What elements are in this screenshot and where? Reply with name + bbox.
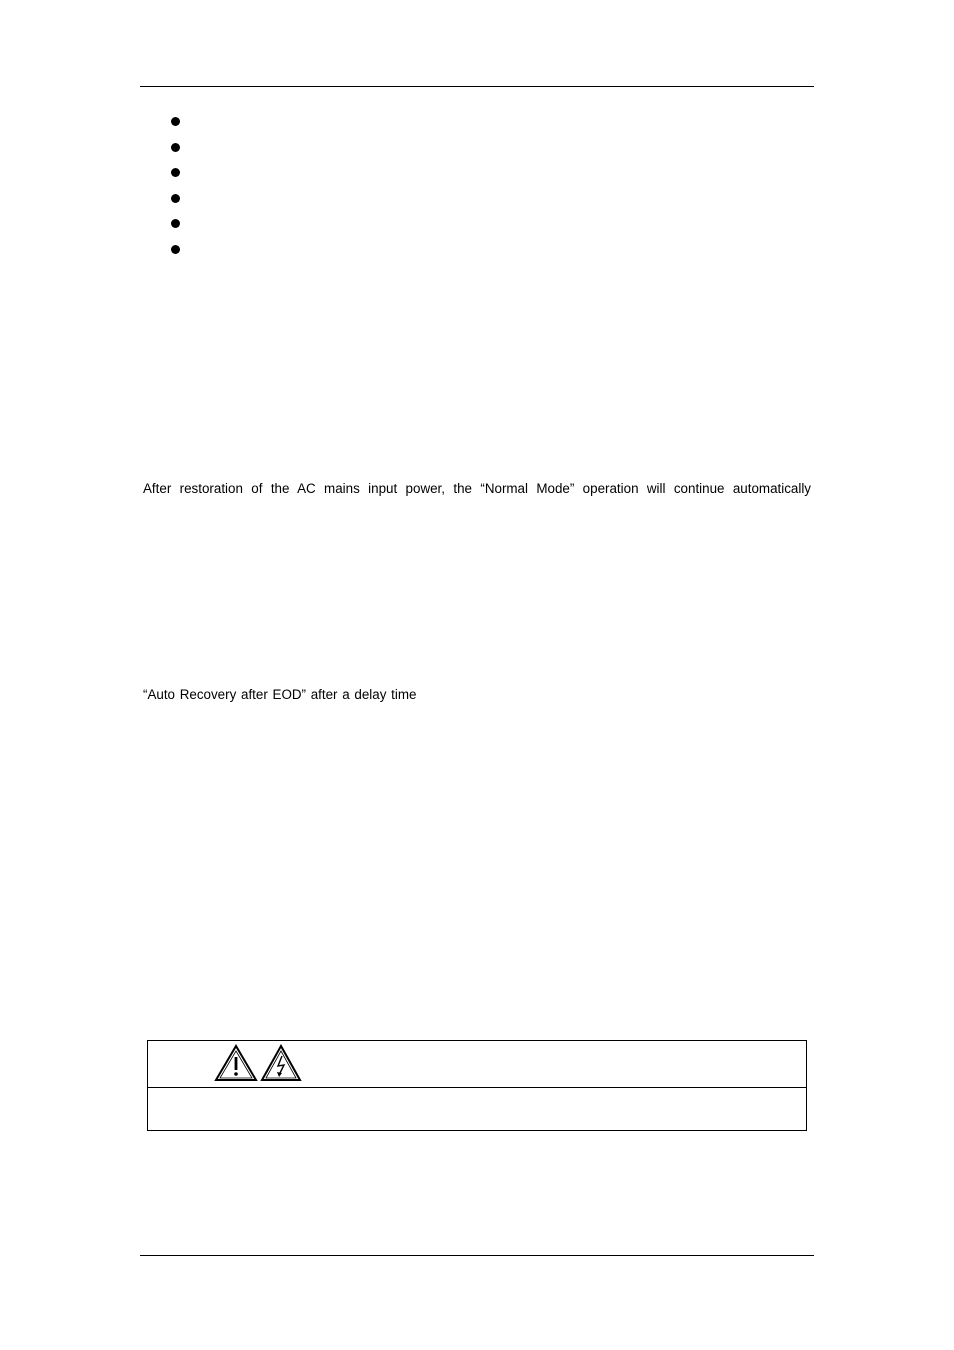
bullet-icon (171, 245, 180, 254)
footer-rule (140, 1255, 814, 1256)
bullet-icon (171, 117, 180, 126)
warning-triangle-icon (214, 1044, 258, 1082)
warning-icons (214, 1044, 302, 1082)
warning-box (147, 1040, 807, 1131)
bullet-icon (171, 143, 180, 152)
auto-recovery-paragraph: “Auto Recovery after EOD” after a delay time (143, 687, 417, 702)
header-rule (140, 86, 814, 87)
bullet-icon (171, 194, 180, 203)
electric-shock-icon (260, 1044, 302, 1082)
bullet-icon (171, 168, 180, 177)
restoration-paragraph: After restoration of the AC mains input power, the “Normal Mode” operation will continue automatically (143, 481, 811, 496)
bullet-icon (171, 219, 180, 228)
warning-box-divider (148, 1087, 806, 1088)
